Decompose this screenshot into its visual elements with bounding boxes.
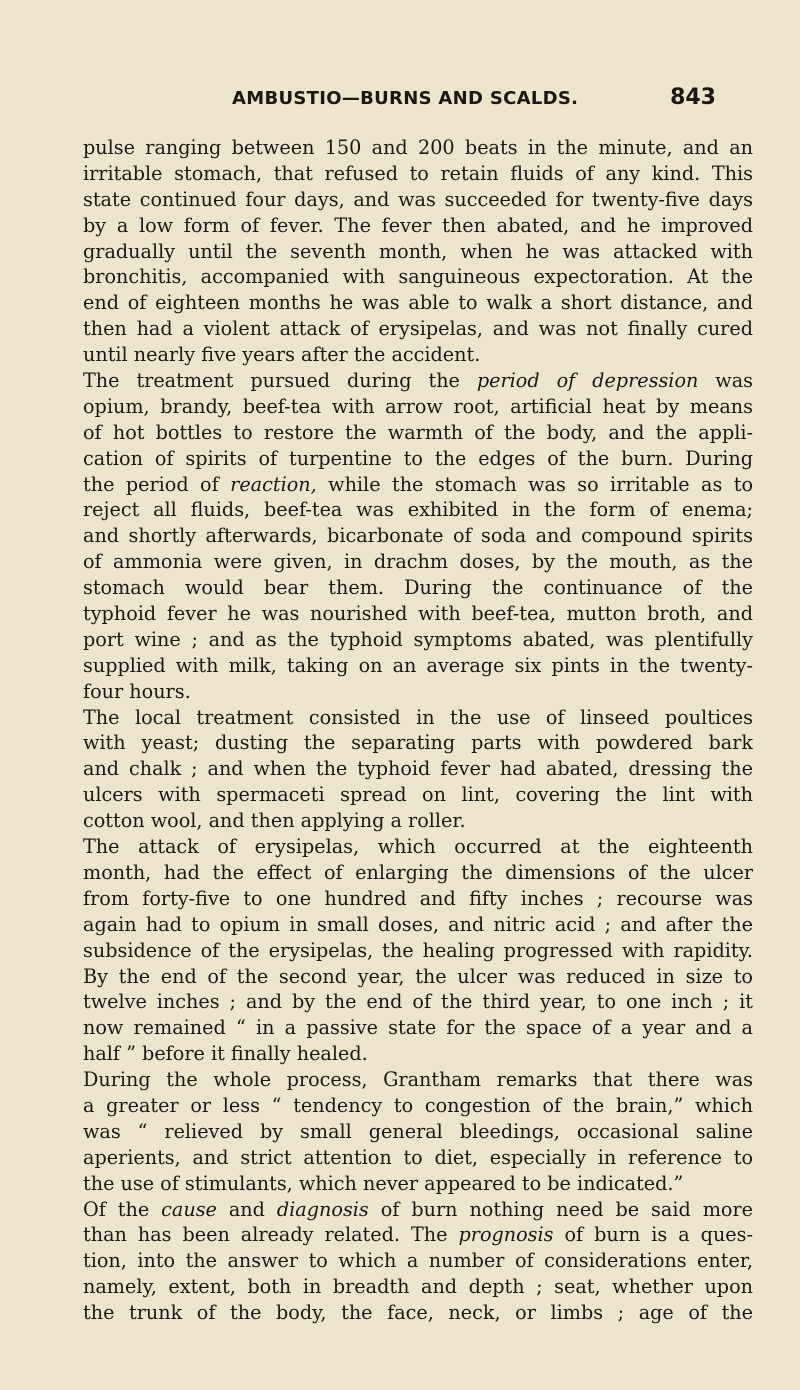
running-head: [0, 85, 800, 118]
text-run: with yeast; dusting the separating parts with powdered bark: [83, 731, 753, 755]
text-line: [83, 1067, 753, 1093]
text-run: of burn is a ques-: [553, 1223, 753, 1247]
body-text: [83, 135, 753, 1326]
text-run: port wine ; and as the typhoid symptoms abated, was plentifully: [83, 627, 753, 651]
text-run: state continued four days, and was succeeded for twenty-five days: [83, 187, 753, 211]
text-run: was: [698, 369, 753, 393]
text-run: the period of: [83, 472, 231, 496]
text-run: bronchitis, accompanied with sanguineous expectoration. At the: [83, 265, 753, 289]
text-run: namely, extent, both in breadth and depth ; seat, whether upon: [83, 1275, 753, 1299]
text-line: [83, 1041, 753, 1067]
text-run: of burn nothing need be said more: [368, 1197, 753, 1221]
text-run: now remained “ in a passive state for the space of a year and a: [83, 1016, 753, 1040]
text-run: of hot bottles to restore the warmth of the body, and the appli-: [83, 420, 753, 444]
text-line: [83, 1015, 753, 1041]
text-run: reject all fluids, beef-tea was exhibited in the form of enema;: [83, 498, 753, 522]
text-run: until nearly five years after the accident.: [83, 343, 481, 367]
text-run: from forty-five to one hundred and fifty inches ; recourse was: [83, 886, 753, 910]
text-run: then had a violent attack of erysipelas, and was not finally cured: [83, 317, 753, 341]
text-line: [83, 964, 753, 990]
text-run: typhoid fever he was nourished with beef-tea, mutton broth, and: [83, 602, 753, 626]
text-run: than has been already related. The: [83, 1223, 459, 1247]
page-number: 843: [670, 85, 716, 110]
text-line: [83, 497, 753, 523]
text-run: by a low form of fever. The fever then abated, and he improved: [83, 213, 753, 237]
italic-term: reaction,: [230, 472, 317, 496]
text-line: [83, 756, 753, 782]
text-line: [83, 679, 753, 705]
text-run: the use of stimulants, which never appeared to be indicated.”: [83, 1171, 684, 1195]
text-run: while the stomach was so irritable as to: [316, 472, 753, 496]
text-line: [83, 1274, 753, 1300]
text-line: [83, 368, 753, 394]
text-line: [83, 394, 753, 420]
text-run: the trunk of the body, the face, neck, or limbs ; age of the: [83, 1301, 753, 1325]
text-line: [83, 627, 753, 653]
text-line: [83, 1171, 753, 1197]
text-run: The attack of erysipelas, which occurred at the eighteenth: [83, 835, 753, 859]
italic-term: diagnosis: [276, 1197, 369, 1221]
text-line: [83, 834, 753, 860]
text-line: [83, 886, 753, 912]
text-run: supplied with milk, taking on an average six pints in the twenty-: [83, 653, 753, 677]
text-run: half ” before it finally healed.: [83, 1042, 368, 1066]
text-line: [83, 1222, 753, 1248]
text-line: [83, 912, 753, 938]
text-line: [83, 161, 753, 187]
text-run: and shortly afterwards, bicarbonate of soda and compound spirits: [83, 524, 753, 548]
text-run: aperients, and strict attention to diet, especially in reference to: [83, 1145, 753, 1169]
text-line: [83, 549, 753, 575]
text-line: [83, 1248, 753, 1274]
text-run: end of eighteen months he was able to walk a short distance, and: [83, 291, 753, 315]
text-line: [83, 420, 753, 446]
text-run: again had to opium in small doses, and nitric acid ; and after the: [83, 912, 753, 936]
running-title: AMBUSTIO—BURNS AND SCALDS.: [232, 88, 579, 109]
text-line: [83, 705, 753, 731]
text-run: four hours.: [83, 679, 191, 703]
italic-term: prognosis: [458, 1223, 554, 1247]
text-line: [83, 1145, 753, 1171]
text-line: [83, 575, 753, 601]
text-run: cotton wool, and then applying a roller.: [83, 809, 466, 833]
text-line: [83, 601, 753, 627]
text-line: [83, 213, 753, 239]
text-run: twelve inches ; and by the end of the third year, to one inch ; it: [83, 990, 753, 1014]
text-run: ulcers with spermaceti spread on lint, covering the lint with: [83, 783, 753, 807]
text-run: and: [216, 1197, 277, 1221]
text-line: [83, 187, 753, 213]
italic-term: period of depression: [476, 369, 699, 393]
text-run: The local treatment consisted in the use of linseed poultices: [83, 705, 753, 729]
text-run: irritable stomach, that refused to retain fluids of any kind. This: [83, 161, 753, 185]
text-line: [83, 782, 753, 808]
text-line: [83, 472, 753, 498]
text-run: stomach would bear them. During the continuance of the: [83, 576, 753, 600]
text-line: [83, 1119, 753, 1145]
text-line: [83, 730, 753, 756]
text-run: During the whole process, Grantham remarks that there was: [83, 1068, 753, 1092]
italic-term: cause: [161, 1197, 217, 1221]
text-line: [83, 290, 753, 316]
text-run: cation of spirits of turpentine to the edges of the burn. During: [83, 446, 753, 470]
text-line: [83, 316, 753, 342]
text-line: [83, 264, 753, 290]
text-run: By the end of the second year, the ulcer was reduced in size to: [83, 964, 753, 988]
text-line: [83, 808, 753, 834]
text-run: Of the: [83, 1197, 162, 1221]
text-run: was “ relieved by small general bleedings, occasional saline: [83, 1119, 753, 1143]
text-line: [83, 342, 753, 368]
text-run: and chalk ; and when the typhoid fever had abated, dressing the: [83, 757, 753, 781]
text-line: [83, 135, 753, 161]
text-run: opium, brandy, beef-tea with arrow root, artificial heat by means: [83, 394, 753, 418]
text-line: [83, 239, 753, 265]
text-line: [83, 1197, 753, 1223]
text-line: [83, 653, 753, 679]
text-line: [83, 989, 753, 1015]
text-line: [83, 523, 753, 549]
text-line: [83, 860, 753, 886]
text-line: [83, 938, 753, 964]
text-run: pulse ranging between 150 and 200 beats in the minute, and an: [83, 136, 753, 159]
text-run: subsidence of the erysipelas, the healing progressed with rapidity.: [83, 938, 753, 962]
text-line: [83, 1300, 753, 1326]
text-line: [83, 1093, 753, 1119]
text-run: month, had the effect of enlarging the dimensions of the ulcer: [83, 860, 753, 884]
text-run: a greater or less “ tendency to congestion of the brain,” which: [83, 1093, 753, 1117]
text-run: The treatment pursued during the: [83, 369, 477, 393]
text-run: tion, into the answer to which a number of considerations enter,: [83, 1249, 753, 1273]
text-line: [83, 446, 753, 472]
text-run: of ammonia were given, in drachm doses, by the mouth, as the: [83, 550, 753, 574]
text-run: gradually until the seventh month, when he was attacked with: [83, 239, 753, 263]
